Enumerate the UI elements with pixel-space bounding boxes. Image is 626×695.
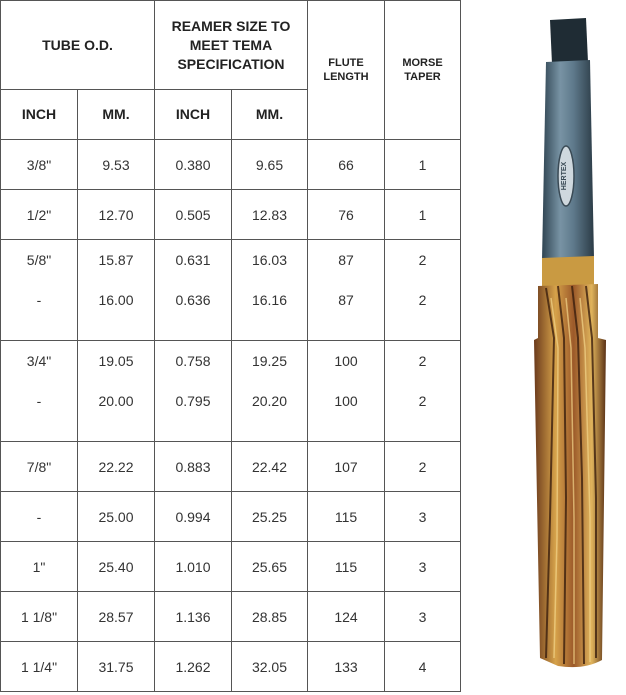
morse-taper-cell — [385, 341, 461, 442]
cell-value: 4 — [418, 658, 427, 675]
reamer-inch-cell — [155, 542, 232, 592]
reamer-mm-cell — [232, 492, 308, 542]
table-row — [1, 140, 461, 190]
reamer-inch-cell — [155, 140, 232, 190]
cell-value: 100 — [334, 353, 358, 369]
cell-value: 5/8" — [26, 252, 52, 268]
brand-logo: HERTEX — [561, 161, 568, 191]
cell-value: 87 — [338, 292, 354, 308]
cell-value: 1.262 — [175, 658, 211, 675]
mm-header: MM. — [78, 90, 155, 140]
cell-value: 3 — [418, 508, 427, 525]
cell-value: 1.010 — [175, 558, 211, 575]
cell-value: 0.380 — [175, 156, 211, 173]
tube-od-mm-cell — [78, 140, 155, 190]
cell-value: 115 — [334, 508, 358, 525]
cell-value: 22.22 — [98, 458, 134, 475]
tube-od-inch-cell — [1, 190, 78, 240]
tube-od-mm-cell — [78, 592, 155, 642]
cell-value: 3 — [418, 558, 427, 575]
cell-value: 1 — [418, 156, 427, 173]
cell-value: - — [36, 508, 42, 525]
cell-value: 15.87 — [98, 252, 134, 268]
cell-value: 1.136 — [175, 608, 211, 625]
tube-od-mm-cell — [78, 190, 155, 240]
reamer-mm-cell — [232, 140, 308, 190]
cell-value: 124 — [334, 608, 358, 625]
tube-od-header: TUBE O.D. — [1, 1, 155, 90]
morse-taper-cell — [385, 240, 461, 341]
tube-od-mm-cell — [78, 341, 155, 442]
cell-value: 0.631 — [175, 252, 211, 268]
morse-taper-cell — [385, 442, 461, 492]
cell-value: 1 — [418, 206, 427, 223]
cell-value: 25.65 — [251, 558, 288, 575]
cell-value: - — [36, 292, 42, 308]
tube-od-mm-cell — [78, 240, 155, 341]
cell-value: 87 — [338, 252, 354, 268]
cell-value: 32.05 — [251, 658, 288, 675]
reamer-inch-cell — [155, 190, 232, 240]
cell-value: 0.883 — [175, 458, 211, 475]
cell-value: 1 1/4" — [20, 658, 58, 675]
flute-length-cell — [308, 592, 385, 642]
tube-od-mm-cell — [78, 542, 155, 592]
tube-od-inch-cell — [1, 140, 78, 190]
cell-value: 1 1/8" — [20, 608, 58, 625]
flute-length-cell — [308, 492, 385, 542]
cell-value: 0.758 — [175, 353, 211, 369]
cell-value: 0.636 — [175, 292, 211, 308]
reamer-inch-cell — [155, 492, 232, 542]
cell-value: 28.57 — [98, 608, 134, 625]
cell-value: 16.16 — [251, 292, 288, 308]
morse-taper-header: MORSE TAPER — [385, 1, 461, 140]
tube-od-mm-cell — [78, 492, 155, 542]
reamer-inch-cell — [155, 442, 232, 492]
cell-value: 0.795 — [175, 393, 211, 409]
cell-value: 3 — [418, 608, 427, 625]
tube-od-inch-cell — [1, 240, 78, 341]
cell-value: 76 — [338, 206, 354, 223]
cell-value: 31.75 — [98, 658, 134, 675]
cell-value: 16.00 — [98, 292, 134, 308]
cell-value: 12.70 — [98, 206, 134, 223]
cell-value: 12.83 — [251, 206, 288, 223]
cell-value: 9.53 — [102, 156, 130, 173]
flute-length-header: FLUTE LENGTH — [308, 1, 385, 140]
cell-value: 133 — [334, 658, 358, 675]
flute-length-cell — [308, 542, 385, 592]
cell-value: 107 — [334, 458, 358, 475]
cell-value: 25.00 — [98, 508, 134, 525]
tube-od-inch-cell — [1, 442, 78, 492]
cell-value: 2 — [418, 393, 427, 409]
cell-value: 1" — [32, 558, 46, 575]
cell-value: 25.25 — [251, 508, 288, 525]
cell-value: 2 — [418, 458, 427, 475]
morse-taper-cell — [385, 542, 461, 592]
cell-value: 66 — [338, 156, 354, 173]
reamer-mm-cell — [232, 542, 308, 592]
table-row — [1, 642, 461, 692]
cell-value: 9.65 — [255, 156, 284, 173]
reamer-inch-cell — [155, 592, 232, 642]
table-row — [1, 592, 461, 642]
flute-length-cell — [308, 442, 385, 492]
reamer-mm-header: MM. — [232, 90, 308, 140]
morse-taper-cell — [385, 492, 461, 542]
cell-value: 3/8" — [26, 156, 52, 173]
reamer-tool-image — [524, 18, 614, 670]
flute-length-cell — [308, 341, 385, 442]
cell-value: 3/4" — [26, 353, 52, 369]
flute-length-cell — [308, 140, 385, 190]
cell-value: 25.40 — [98, 558, 134, 575]
cell-value: 2 — [418, 252, 427, 268]
reamer-inch-cell — [155, 341, 232, 442]
cell-value: 2 — [418, 292, 427, 308]
cell-value: 19.25 — [251, 353, 288, 369]
tube-od-inch-cell — [1, 542, 78, 592]
cell-value: 115 — [334, 558, 358, 575]
cell-value: 100 — [334, 393, 358, 409]
morse-taper-cell — [385, 642, 461, 692]
reamer-mm-cell — [232, 642, 308, 692]
reamer-mm-cell — [232, 341, 308, 442]
cell-value: 19.05 — [98, 353, 134, 369]
tube-od-mm-cell — [78, 642, 155, 692]
cell-value: 2 — [418, 353, 427, 369]
tube-od-inch-cell — [1, 492, 78, 542]
cell-value: 1/2" — [26, 206, 52, 223]
reamer-mm-cell — [232, 592, 308, 642]
reamer-inch-header: INCH — [155, 90, 232, 140]
tube-od-mm-cell — [78, 442, 155, 492]
flute-length-cell — [308, 190, 385, 240]
table-row — [1, 341, 461, 442]
morse-taper-cell — [385, 592, 461, 642]
cell-value: 16.03 — [251, 252, 288, 268]
table-row — [1, 492, 461, 542]
flute-length-cell — [308, 240, 385, 341]
cell-value: 0.505 — [175, 206, 211, 223]
reamer-mm-cell — [232, 240, 308, 341]
tube-od-inch-cell — [1, 592, 78, 642]
table-row — [1, 442, 461, 492]
cell-value: 0.994 — [175, 508, 211, 525]
tube-od-inch-cell — [1, 642, 78, 692]
reamer-inch-cell — [155, 642, 232, 692]
morse-taper-cell — [385, 140, 461, 190]
reamer-inch-cell — [155, 240, 232, 341]
reamer-mm-cell — [232, 190, 308, 240]
flute-length-cell — [308, 642, 385, 692]
morse-taper-cell — [385, 190, 461, 240]
cell-value: 7/8" — [26, 458, 52, 475]
cell-value: 28.85 — [251, 608, 288, 625]
cell-value: 20.00 — [98, 393, 134, 409]
table-row — [1, 240, 461, 341]
reamer-size-header: REAMER SIZE TO MEET TEMA SPECIFICATION — [155, 1, 308, 90]
cell-value: - — [36, 393, 42, 409]
tube-od-inch-cell — [1, 341, 78, 442]
cell-value: 22.42 — [251, 458, 288, 475]
table-row — [1, 190, 461, 240]
cell-value: 20.20 — [251, 393, 288, 409]
table-row — [1, 542, 461, 592]
inch-header: INCH — [1, 90, 78, 140]
reamer-mm-cell — [232, 442, 308, 492]
